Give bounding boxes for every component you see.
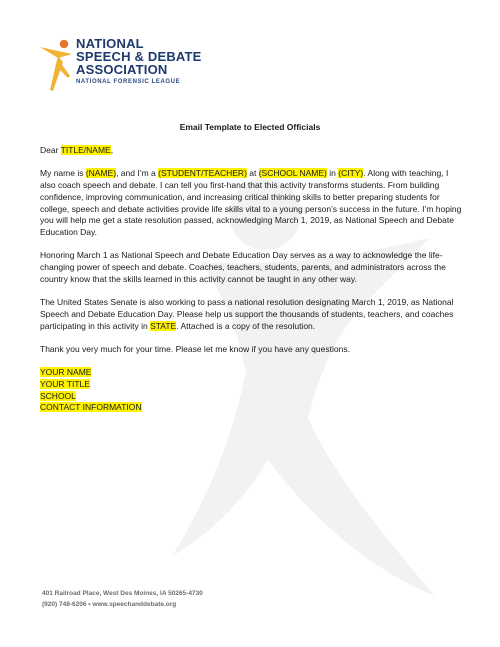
text-run: in xyxy=(326,168,339,179)
signature-your-title: YOUR TITLE xyxy=(40,378,90,389)
placeholder-title-name: TITLE/NAME xyxy=(60,145,111,155)
placeholder-school-name: (SCHOOL NAME) xyxy=(258,168,327,179)
greeting-prefix: Dear xyxy=(40,145,61,155)
signature-contact-information: CONTACT INFORMATION xyxy=(40,402,142,413)
text-run: The United States Senate is also working to pass a national resolution designating March 1, 2019, as National Speech and Debate Education Day. Please help us support the thousands of students, teachers, and coaches participating in this activity in xyxy=(40,297,454,331)
nsda-logo-figure-icon xyxy=(36,34,76,94)
footer xyxy=(42,588,203,610)
paragraph-intro xyxy=(40,168,465,238)
greeting xyxy=(40,145,465,157)
text-run: , and I’m a xyxy=(116,168,159,179)
logo-line-3: ASSOCIATION xyxy=(76,62,168,77)
logo-line-2: SPEECH & DEBATE xyxy=(76,49,202,64)
greeting-suffix: , xyxy=(110,145,114,155)
signature-block xyxy=(40,367,465,414)
document-title: Email Template to Elected Officials xyxy=(179,122,321,132)
paragraph-senate xyxy=(40,297,465,332)
letter-body xyxy=(40,145,465,414)
nsda-logo xyxy=(36,34,216,94)
text-run: . Attached is a copy of the resolution. xyxy=(176,320,316,331)
text-run: My name is xyxy=(40,168,86,179)
placeholder-name: (NAME) xyxy=(85,168,117,179)
logo-subtitle: NATIONAL FORENSIC LEAGUE xyxy=(76,79,181,85)
footer-contact: (920) 748-6206 • www.speechanddebate.org xyxy=(42,601,177,608)
placeholder-state: STATE xyxy=(150,320,177,331)
paragraph-honoring: Honoring March 1 as National Speech and Debate Education Day serves as a way to acknowledge the life-changing power of speech and debate. Coaches, teachers, students, parents, and administrators across the country know that the skills learned in this activity cannot be taught in any other way. xyxy=(40,250,446,284)
text-run: . Along with teaching, I also coach speech and debate. I can tell you first-hand that this activity transforms students. From building confidence, improving communication, and increasing critical thinking skills to better preparing students for college, speech and debate activities provide life skills vital to a young person’s success in the future. I’m hoping you will help me get a state resolution passed, acknowledging March 1, 2019, as National Speech and Debate Education Day. xyxy=(40,168,462,237)
logo-wordmark xyxy=(76,37,202,86)
placeholder-city: (CITY) xyxy=(338,168,364,179)
placeholder-role: (STUDENT/TEACHER) xyxy=(158,168,247,179)
paragraph-thanks: Thank you very much for your time. Please let me know if you have any questions. xyxy=(40,343,350,354)
text-run: at xyxy=(246,168,259,179)
signature-school: SCHOOL xyxy=(40,390,76,401)
footer-address: 401 Railroad Place, West Des Moines, IA 50265-4730 xyxy=(42,590,203,597)
signature-your-name: YOUR NAME xyxy=(40,367,92,378)
logo-line-1: NATIONAL xyxy=(76,36,144,51)
